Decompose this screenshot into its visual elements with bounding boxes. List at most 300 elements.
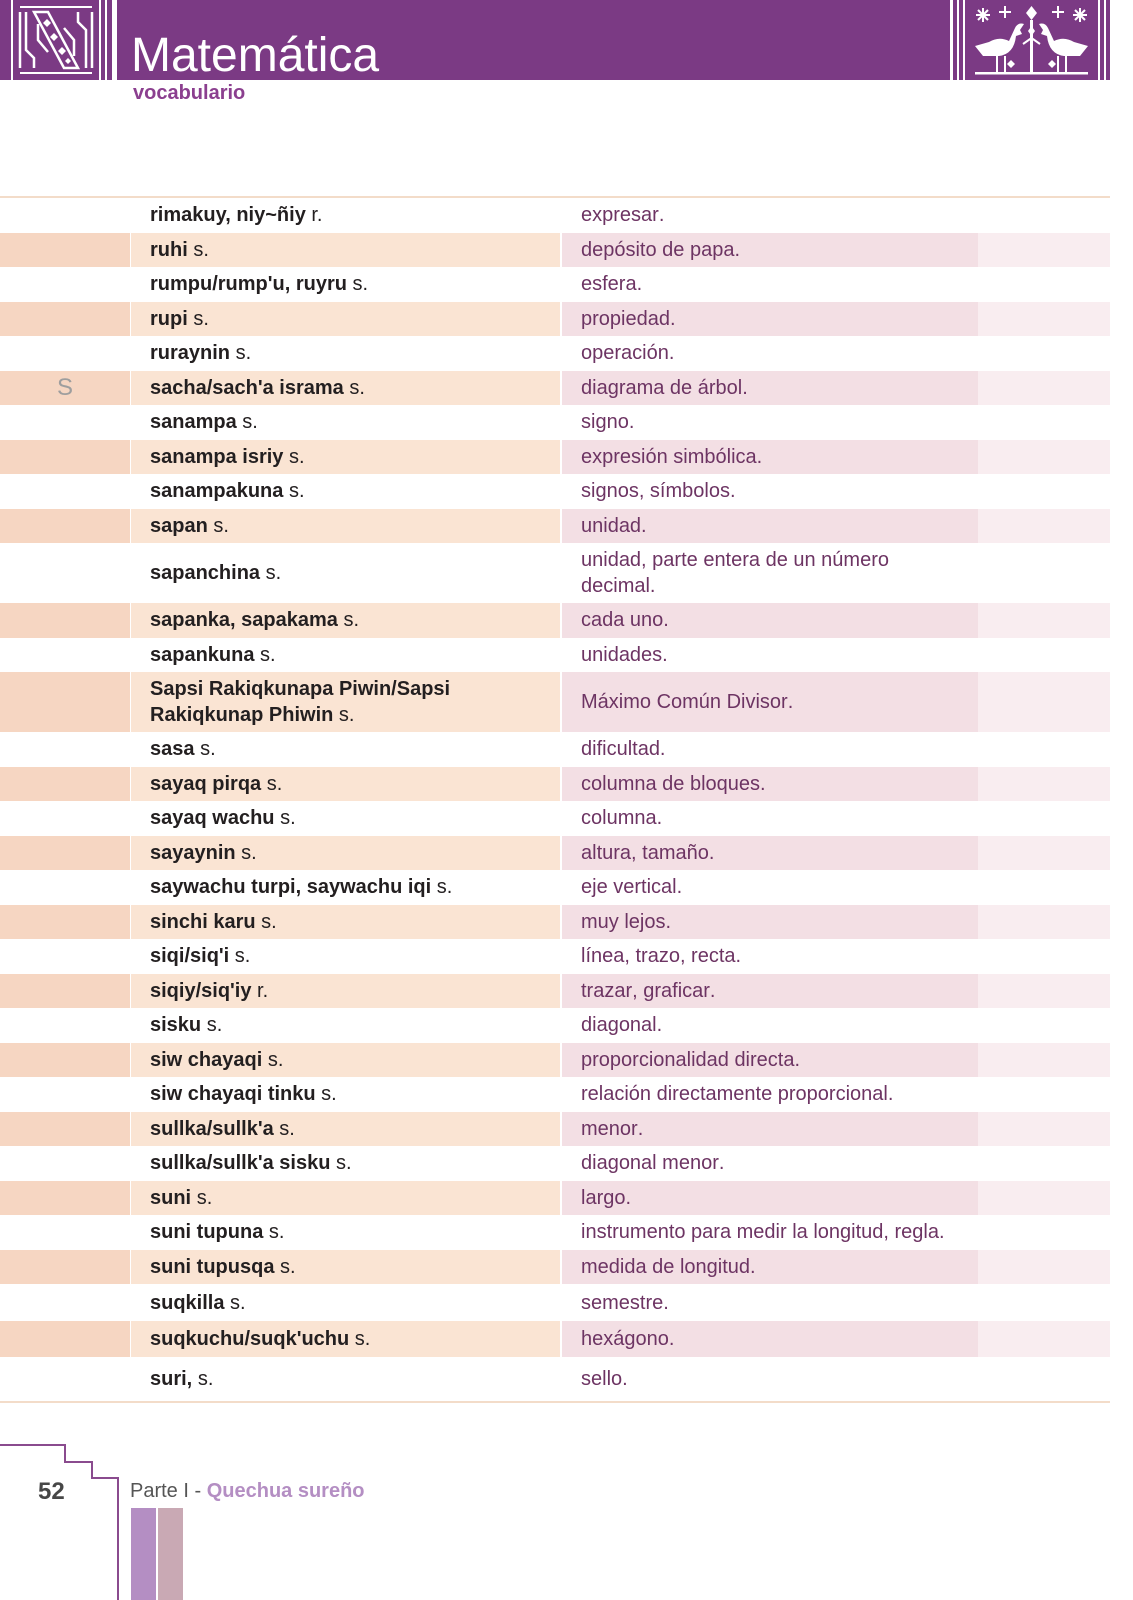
footer-lilac-bar [131, 1508, 156, 1600]
spanish-definition: expresar. [581, 204, 665, 227]
section-letter-cell [0, 302, 130, 337]
part-of-speech: s. [193, 307, 209, 330]
spanish-definition: proporcionalidad directa. [581, 1048, 801, 1071]
part-of-speech: s. [197, 1368, 214, 1390]
term-entry [150, 1012, 222, 1038]
spanish-definition: medida de longitud. [581, 1255, 756, 1278]
vocab-row [0, 302, 1110, 337]
term-cell [130, 905, 562, 940]
part-of-speech: s. [206, 1014, 223, 1037]
term-cell [130, 1181, 562, 1216]
quechua-term: suri, [150, 1368, 193, 1390]
section-letter-cell [0, 198, 130, 233]
term-cell [130, 870, 562, 905]
vocab-row [0, 801, 1110, 836]
vocab-row [0, 1357, 1110, 1401]
quechua-term: suni tupusqa [150, 1255, 275, 1278]
part-of-speech: s. [338, 704, 355, 726]
term-cell [130, 1215, 562, 1250]
spanish-definition: diagonal. [581, 1014, 663, 1037]
part-of-speech: s. [343, 609, 360, 632]
definition-cell [562, 1215, 978, 1250]
quechua-term: suqkuchu/suqk'uchu [150, 1328, 350, 1350]
part-of-speech: s. [288, 445, 305, 468]
section-letter-cell [0, 1215, 130, 1250]
blank-cell [978, 440, 1110, 475]
footer-part-label [130, 1481, 365, 1501]
section-letter-cell [0, 732, 130, 767]
definition-cell [562, 509, 978, 544]
part-of-speech: s. [321, 1083, 337, 1106]
footer-rose-bar [158, 1508, 183, 1600]
vocab-row [0, 732, 1110, 767]
term-cell [130, 1250, 562, 1285]
term-cell [130, 1146, 562, 1181]
spanish-definition: expresión simbólica. [581, 445, 763, 468]
part-of-speech: s. [261, 910, 277, 933]
term-cell [130, 440, 562, 475]
term-entry [150, 676, 495, 728]
vocab-row [0, 336, 1110, 371]
part-of-speech: s. [260, 643, 276, 666]
definition-cell [562, 939, 978, 974]
definition-cell [562, 1250, 978, 1285]
part-of-speech: s. [242, 411, 258, 434]
quechua-term: sayaynin [150, 841, 236, 864]
vocab-row [0, 1112, 1110, 1147]
term-entry [150, 1081, 337, 1107]
definition-cell [562, 974, 978, 1009]
spanish-definition: diagrama de árbol. [581, 376, 748, 399]
blank-cell [978, 870, 1110, 905]
blank-cell [978, 974, 1110, 1009]
vocab-row [0, 603, 1110, 638]
page-subtitle: vocabulario [133, 82, 246, 104]
term-entry [150, 1116, 295, 1142]
part-of-speech: s. [268, 1221, 285, 1244]
term-cell [130, 543, 562, 603]
section-letter-cell [0, 1008, 130, 1043]
part-of-speech: s. [349, 376, 365, 399]
definition-cell [562, 732, 978, 767]
part-of-speech: r. [311, 204, 323, 227]
part-of-speech: s. [196, 1186, 213, 1209]
quechua-term: sapankuna [150, 643, 255, 666]
section-letter-cell [0, 474, 130, 509]
section-letter-cell [0, 1357, 130, 1401]
vocab-row [0, 509, 1110, 544]
section-letter-cell [0, 1250, 130, 1285]
term-entry [150, 736, 216, 762]
term-cell [130, 233, 562, 268]
blank-cell [978, 267, 1110, 302]
term-cell [130, 1112, 562, 1147]
section-letter-cell [0, 371, 130, 406]
term-cell [130, 336, 562, 371]
part-of-speech: s. [230, 1291, 246, 1314]
spanish-definition: instrumento para medir la longitud, regla. [581, 1221, 945, 1244]
section-letter-cell [0, 1077, 130, 1112]
term-entry [150, 444, 305, 470]
vocab-row [0, 672, 1110, 732]
term-entry [150, 560, 281, 586]
spanish-definition: relación directamente proporcional. [581, 1083, 894, 1106]
term-entry [150, 340, 251, 366]
blank-cell [978, 302, 1110, 337]
term-cell [130, 371, 562, 406]
blank-cell [978, 603, 1110, 638]
vocab-row [0, 1284, 1110, 1321]
vocab-row [0, 939, 1110, 974]
term-cell [130, 1284, 562, 1321]
section-letter-cell [0, 440, 130, 475]
definition-cell [562, 371, 978, 406]
quechua-term: siw chayaqi [150, 1048, 263, 1071]
term-cell [130, 302, 562, 337]
term-cell [130, 767, 562, 802]
definition-cell [562, 603, 978, 638]
section-letter-cell [0, 1112, 130, 1147]
section-letter-cell [0, 603, 130, 638]
definition-cell [562, 1043, 978, 1078]
blank-cell [978, 1250, 1110, 1285]
spanish-definition: semestre. [581, 1291, 669, 1314]
blank-cell [978, 474, 1110, 509]
blank-cell [978, 509, 1110, 544]
part-of-speech: r. [257, 979, 269, 1002]
spanish-definition: operación. [581, 342, 675, 365]
term-entry [150, 202, 323, 228]
spanish-definition: signos, símbolos. [581, 480, 736, 503]
vocab-row [0, 440, 1110, 475]
term-entry [150, 805, 296, 831]
blank-cell [978, 767, 1110, 802]
vocab-row [0, 1008, 1110, 1043]
blank-cell [978, 1146, 1110, 1181]
blank-cell [978, 732, 1110, 767]
quechua-term: sayaq pirqa [150, 772, 262, 795]
spanish-definition: columna. [581, 807, 663, 830]
term-entry [150, 840, 257, 866]
term-entry [150, 1326, 370, 1352]
term-entry [150, 771, 282, 797]
quechua-term: sapan [150, 514, 208, 537]
section-letter-cell [0, 267, 130, 302]
quechua-term: sanampa [150, 411, 237, 434]
vocab-row [0, 1146, 1110, 1181]
part-of-speech: s. [193, 238, 209, 261]
term-entry [150, 1150, 352, 1176]
vocab-row [0, 767, 1110, 802]
part-of-speech: s. [280, 1255, 296, 1278]
part-of-speech: s. [335, 1152, 352, 1175]
blank-cell [978, 1321, 1110, 1357]
term-entry [150, 874, 452, 900]
blank-cell [978, 1112, 1110, 1147]
section-letter-cell [0, 1181, 130, 1216]
blank-cell [978, 905, 1110, 940]
section-letter-cell [0, 638, 130, 673]
quechua-term: rimakuy, niy~ñiy [150, 204, 306, 227]
section-letter-cell [0, 870, 130, 905]
page-number: 52 [38, 1478, 65, 1505]
vocab-row [0, 638, 1110, 673]
quechua-term: sapanchina [150, 562, 261, 584]
definition-cell [562, 1321, 978, 1357]
term-cell [130, 1357, 562, 1401]
blank-cell [978, 1357, 1110, 1401]
quechua-term: siqi/siq'i [150, 945, 230, 968]
quechua-term: suqkilla [150, 1291, 225, 1314]
vocab-row [0, 870, 1110, 905]
part-of-speech: s. [267, 1048, 284, 1071]
definition-cell [562, 440, 978, 475]
blank-cell [978, 638, 1110, 673]
term-cell [130, 474, 562, 509]
blank-cell [978, 543, 1110, 603]
term-cell [130, 939, 562, 974]
term-cell [130, 672, 562, 732]
part-of-speech: s. [436, 876, 453, 899]
spanish-definition: columna de bloques. [581, 772, 766, 795]
section-letter-cell [0, 336, 130, 371]
vocab-row [0, 1077, 1110, 1112]
footer-step-decoration [0, 1440, 122, 1600]
part-of-speech: s. [234, 945, 251, 968]
vocab-row [0, 543, 1110, 603]
section-letter-cell [0, 801, 130, 836]
spanish-definition: hexágono. [581, 1328, 675, 1350]
part-of-speech: s. [354, 1328, 371, 1350]
quechua-term: Sapsi Rakiqkunapa Piwin/Sapsi Rakiqkunap Phiwin [150, 678, 451, 726]
vocab-row [0, 371, 1110, 406]
part-of-speech: s. [213, 514, 229, 537]
spanish-definition: Máximo Común Divisor. [581, 691, 794, 713]
term-cell [130, 1008, 562, 1043]
quechua-term: sanampa isriy [150, 445, 284, 468]
spanish-definition: esfera. [581, 273, 643, 296]
definition-cell [562, 905, 978, 940]
definition-cell [562, 302, 978, 337]
quechua-term: suni [150, 1186, 192, 1209]
term-cell [130, 836, 562, 871]
vocab-row [0, 198, 1110, 233]
woven-pattern-emblem-icon [0, 0, 112, 80]
term-entry [150, 607, 359, 633]
spanish-definition: largo. [581, 1186, 632, 1209]
definition-cell [562, 801, 978, 836]
term-cell [130, 1077, 562, 1112]
section-letter-cell [0, 543, 130, 603]
section-letter-cell [0, 1146, 130, 1181]
vocab-row [0, 1321, 1110, 1357]
quechua-term: sullka/sullk'a [150, 1117, 274, 1140]
term-entry [150, 306, 209, 332]
vocab-row [0, 974, 1110, 1009]
spanish-definition: línea, trazo, recta. [581, 945, 742, 968]
vocab-row [0, 233, 1110, 268]
vocab-row [0, 267, 1110, 302]
blank-cell [978, 233, 1110, 268]
vocab-row [0, 1181, 1110, 1216]
quechua-term: suni tupuna [150, 1221, 264, 1244]
quechua-term: sasa [150, 738, 195, 761]
spanish-definition: propiedad. [581, 307, 676, 330]
blank-cell [978, 371, 1110, 406]
section-letter-cell [0, 1321, 130, 1357]
part-of-speech: s. [241, 841, 257, 864]
definition-cell [562, 1077, 978, 1112]
quechua-term: sinchi karu [150, 910, 256, 933]
term-cell [130, 638, 562, 673]
spanish-definition: eje vertical. [581, 876, 683, 899]
section-letter-cell [0, 509, 130, 544]
spanish-definition: unidad, parte entera de un número decimal. [581, 549, 889, 597]
quechua-term: ruraynin [150, 342, 231, 365]
part-of-speech: s. [280, 807, 296, 830]
definition-cell [562, 1008, 978, 1043]
part-of-speech: s. [266, 772, 283, 795]
blank-cell [978, 1215, 1110, 1250]
term-cell [130, 198, 562, 233]
term-cell [130, 267, 562, 302]
blank-cell [978, 801, 1110, 836]
quechua-term: ruhi [150, 238, 188, 261]
definition-cell [562, 1284, 978, 1321]
part-of-speech: s. [200, 738, 216, 761]
quechua-term: sacha/sach'a israma [150, 376, 344, 399]
section-letter-cell [0, 767, 130, 802]
birds-and-tree-emblem-icon [953, 0, 1110, 80]
blank-cell [978, 1284, 1110, 1321]
term-entry [150, 642, 276, 668]
term-cell [130, 405, 562, 440]
term-cell [130, 732, 562, 767]
spanish-definition: trazar, graficar. [581, 979, 716, 1002]
term-entry [150, 237, 209, 263]
term-entry [150, 943, 250, 969]
definition-cell [562, 1146, 978, 1181]
section-letter-cell [0, 672, 130, 732]
term-entry [150, 909, 277, 935]
blank-cell [978, 1043, 1110, 1078]
term-entry [150, 1290, 246, 1316]
term-entry [150, 1254, 296, 1280]
blank-cell [978, 1077, 1110, 1112]
spanish-definition: cada uno. [581, 609, 669, 632]
page-title: Matemática [131, 29, 380, 82]
blank-cell [978, 939, 1110, 974]
term-cell [130, 1321, 562, 1357]
quechua-term: sullka/sullk'a sisku [150, 1152, 331, 1175]
quechua-term: sanampakuna [150, 480, 284, 503]
section-letter-cell [0, 405, 130, 440]
vocab-row [0, 905, 1110, 940]
term-entry [150, 1366, 213, 1392]
footer-language: Quechua sureño [206, 1480, 365, 1502]
term-entry [150, 1219, 284, 1245]
vocab-row [0, 1250, 1110, 1285]
part-of-speech: s. [288, 480, 305, 503]
section-letter-cell [0, 1043, 130, 1078]
blank-cell [978, 1008, 1110, 1043]
spanish-definition: menor. [581, 1117, 644, 1140]
term-entry [150, 978, 268, 1004]
section-letter-cell [0, 974, 130, 1009]
definition-cell [562, 836, 978, 871]
term-entry [150, 409, 258, 435]
definition-cell [562, 638, 978, 673]
definition-cell [562, 1181, 978, 1216]
term-entry [150, 271, 368, 297]
section-letter: S [56, 373, 73, 401]
blank-cell [978, 336, 1110, 371]
vocab-row [0, 405, 1110, 440]
part-of-speech: s. [235, 342, 252, 365]
spanish-definition: unidad. [581, 514, 647, 537]
quechua-term: rumpu/rump'u, ruyru [150, 273, 347, 296]
spanish-definition: sello. [581, 1368, 628, 1390]
part-of-speech: s. [352, 273, 369, 296]
section-letter-cell [0, 905, 130, 940]
blank-cell [978, 836, 1110, 871]
blank-cell [978, 1181, 1110, 1216]
section-letter-cell [0, 939, 130, 974]
definition-cell [562, 405, 978, 440]
spanish-definition: muy lejos. [581, 910, 672, 933]
vocab-row [0, 1215, 1110, 1250]
vocabulary-table [0, 196, 1110, 1403]
spanish-definition: altura, tamaño. [581, 841, 715, 864]
footer-part: Parte I - [130, 1480, 202, 1502]
part-of-speech: s. [265, 562, 282, 584]
term-entry [150, 1185, 212, 1211]
term-cell [130, 1043, 562, 1078]
definition-cell [562, 198, 978, 233]
quechua-term: sisku [150, 1014, 202, 1037]
blank-cell [978, 405, 1110, 440]
vocab-row [0, 1043, 1110, 1078]
blank-cell [978, 198, 1110, 233]
spanish-definition: unidades. [581, 643, 668, 666]
part-of-speech: s. [279, 1117, 295, 1140]
term-entry [150, 1047, 283, 1073]
quechua-term: siw chayaqi tinku [150, 1083, 316, 1106]
spanish-definition: diagonal menor. [581, 1152, 725, 1175]
quechua-term: sayaq wachu [150, 807, 275, 830]
term-cell [130, 509, 562, 544]
term-cell [130, 974, 562, 1009]
definition-cell [562, 233, 978, 268]
section-letter-cell [0, 233, 130, 268]
definition-cell [562, 1357, 978, 1401]
definition-cell [562, 474, 978, 509]
vocab-row [0, 474, 1110, 509]
term-entry [150, 375, 365, 401]
definition-cell [562, 267, 978, 302]
section-letter-cell [0, 1284, 130, 1321]
definition-cell [562, 767, 978, 802]
term-cell [130, 603, 562, 638]
definition-cell [562, 870, 978, 905]
definition-cell [562, 672, 978, 732]
term-entry [150, 513, 229, 539]
quechua-term: saywachu turpi, saywachu iqi [150, 876, 432, 899]
spanish-definition: depósito de papa. [581, 238, 741, 261]
quechua-term: siqiy/siq'iy [150, 979, 252, 1002]
spanish-definition: dificultad. [581, 738, 666, 761]
spanish-definition: signo. [581, 411, 635, 434]
